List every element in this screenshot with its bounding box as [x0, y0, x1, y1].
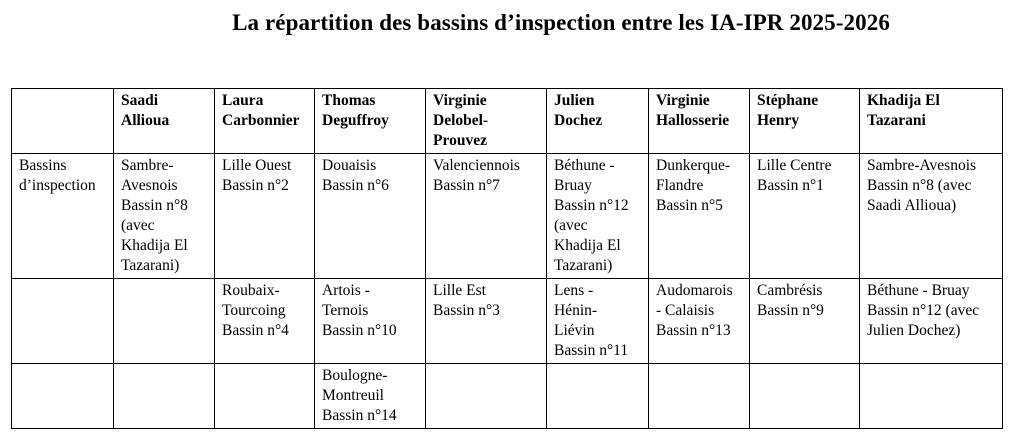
table-cell: Artois - Ternois Bassin n°10 [315, 279, 426, 364]
table-cell: Béthune - Bruay Bassin n°12 (avec Julien Dochez) [860, 279, 1003, 364]
table-cell: Lille Ouest Bassin n°2 [215, 154, 315, 279]
header-julien-dochez: Julien Dochez [547, 89, 649, 154]
row-label: Bassins d’inspection [12, 154, 114, 279]
table-row [12, 279, 1003, 364]
table-cell: Boulogne- Montreuil Bassin n°14 [315, 364, 426, 429]
table-cell: Béthune - Bruay Bassin n°12 (avec Khadija El Tazarani) [547, 154, 649, 279]
table-cell: Sambre- Avesnois Bassin n°8 (avec Khadija El Tazarani) [114, 154, 215, 279]
table-header-row [12, 89, 1003, 154]
table-cell: Douaisis Bassin n°6 [315, 154, 426, 279]
header-laura-carbonnier: Laura Carbonnier [215, 89, 315, 154]
table-cell: Lens - Hénin- Liévin Bassin n°11 [547, 279, 649, 364]
table-cell: Lille Centre Bassin n°1 [750, 154, 860, 279]
table-cell: Audomarois - Calaisis Bassin n°13 [649, 279, 750, 364]
table-cell [426, 364, 547, 429]
header-cell-empty [12, 89, 114, 154]
table-cell [860, 364, 1003, 429]
header-thomas-deguffroy: Thomas Deguffroy [315, 89, 426, 154]
document-title: La répartition des bassins d’inspection entre les IA-IPR 2025-2026 [232, 10, 890, 35]
table-cell: Roubaix- Tourcoing Bassin n°4 [215, 279, 315, 364]
table-cell: Cambrésis Bassin n°9 [750, 279, 860, 364]
table-cell: Sambre-Avesnois Bassin n°8 (avec Saadi Allioua) [860, 154, 1003, 279]
header-virginie-hallosserie: Virginie Hallosserie [649, 89, 750, 154]
header-saadi-allioua: Saadi Allioua [114, 89, 215, 154]
row-label-empty [12, 279, 114, 364]
table-cell [750, 364, 860, 429]
table-cell [215, 364, 315, 429]
header-khadija-el-tazarani: Khadija El Tazarani [860, 89, 1003, 154]
table-cell: Valenciennois Bassin n°7 [426, 154, 547, 279]
table-cell [547, 364, 649, 429]
table-row [12, 364, 1003, 429]
header-virginie-delobel-prouvez: Virginie Delobel- Prouvez [426, 89, 547, 154]
table-row [12, 154, 1003, 279]
table-cell [649, 364, 750, 429]
table-cell: Lille Est Bassin n°3 [426, 279, 547, 364]
table-cell [114, 279, 215, 364]
table-cell: Dunkerque- Flandre Bassin n°5 [649, 154, 750, 279]
row-label-empty [12, 364, 114, 429]
inspection-table [11, 88, 1003, 429]
table-cell [114, 364, 215, 429]
header-stephane-henry: Stéphane Henry [750, 89, 860, 154]
